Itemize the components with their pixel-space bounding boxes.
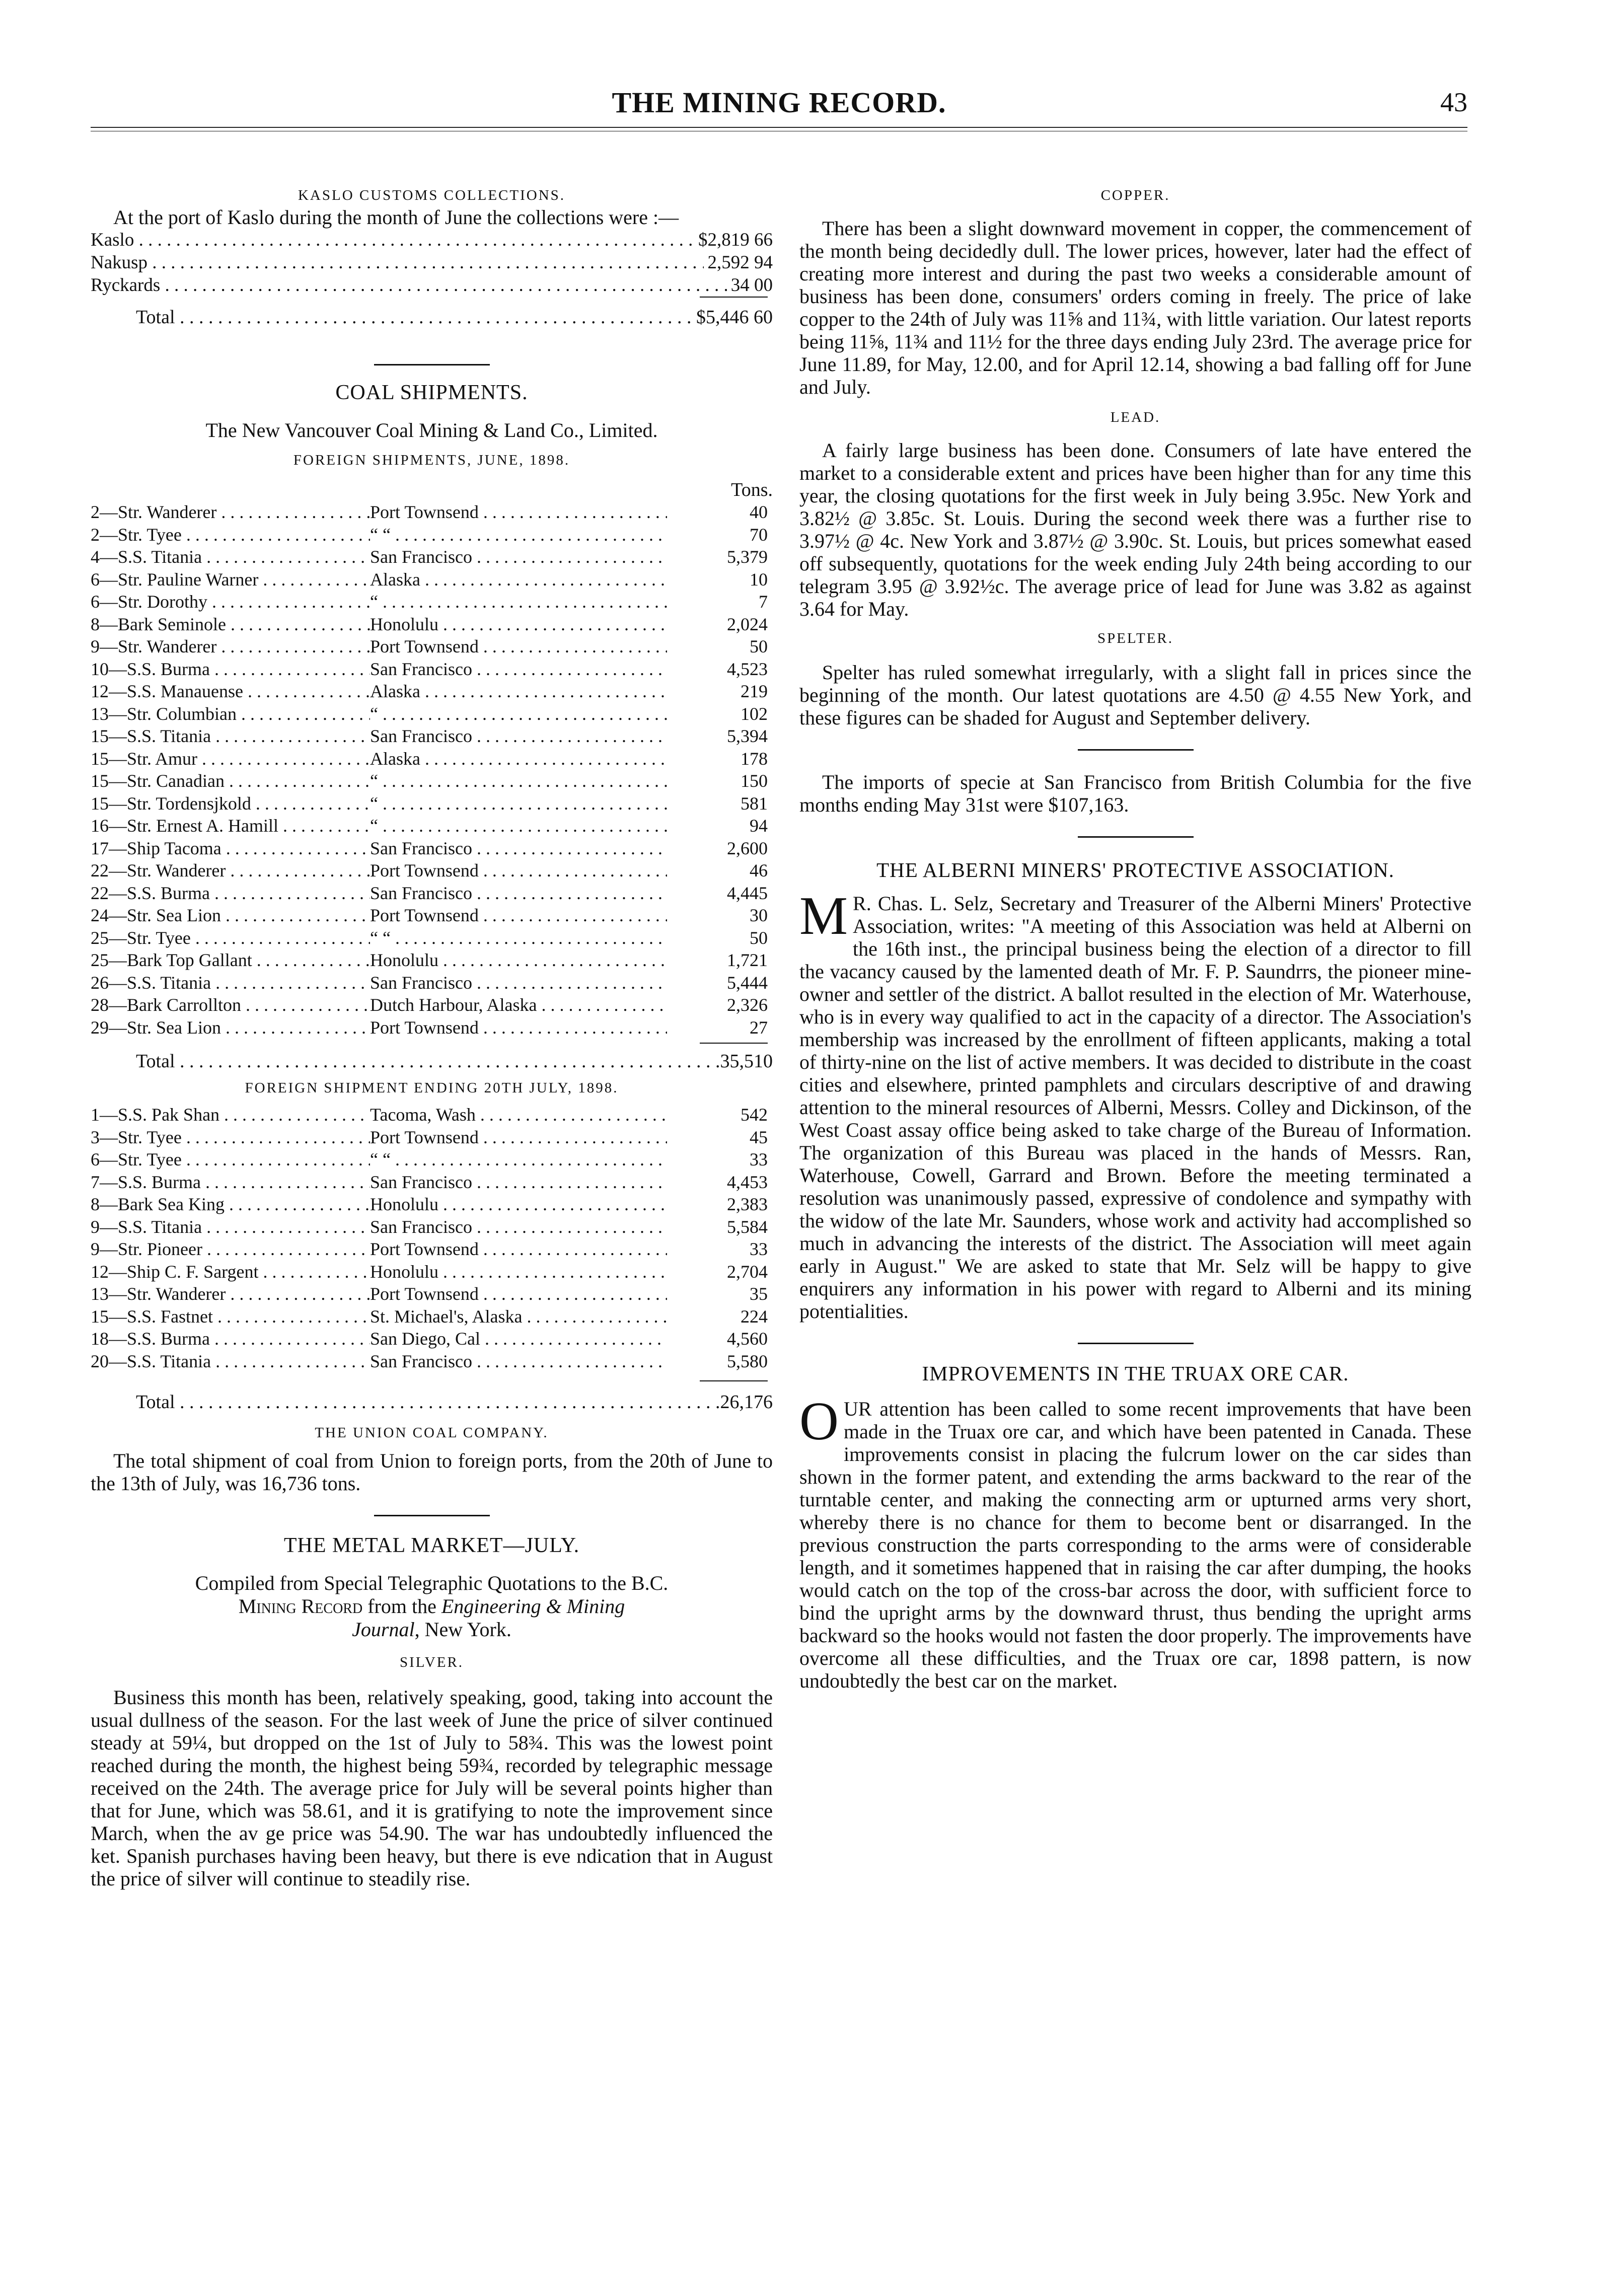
destination: “ “ . . .	[370, 927, 667, 949]
tons-value: 2,600	[727, 838, 768, 858]
page-number: 43	[1440, 87, 1467, 117]
vessel-name: 6—Str. Tyee . . .	[91, 1148, 370, 1171]
vessel-name: 8—Bark Sea King . . .	[91, 1193, 370, 1216]
vessel-name: 9—Str. Wanderer . . .	[91, 635, 370, 658]
shipment-row	[91, 1016, 773, 1039]
vessel-name: 15—Str. Canadian . . .	[91, 770, 370, 792]
tons-value: 2,024	[727, 614, 768, 634]
coal-company: The New Vancouver Coal Mining & Land Co., Limited.	[205, 419, 658, 442]
destination: Port Townsend . . .	[370, 501, 667, 524]
vessel-name: 7—S.S. Burma . . .	[91, 1171, 370, 1194]
vessel-name: 4—S.S. Titania . . .	[91, 546, 370, 568]
vessel-name: 17—Ship Tacoma . . .	[91, 837, 370, 860]
destination: “ . . .	[370, 792, 667, 815]
shipment-row	[91, 1305, 773, 1328]
shipment-row	[91, 1171, 773, 1194]
spelter-heading: SPELTER.	[1097, 630, 1174, 646]
tons-value: 50	[750, 927, 768, 948]
vessel-name: 13—Str. Wanderer . . .	[91, 1283, 370, 1305]
union-text: The total shipment of coal from Union to foreign ports, from the 20th of June to the 13th of July, was 16,736 tons.	[91, 1449, 773, 1495]
vessel-name: 22—S.S. Burma . . .	[91, 882, 370, 905]
copper-heading: COPPER.	[1100, 187, 1170, 203]
vessel-name: 8—Bark Seminole . . .	[91, 613, 370, 636]
destination: Honolulu . . .	[370, 613, 667, 636]
destination: San Francisco . . .	[370, 725, 667, 748]
tons-value: 102	[741, 703, 768, 724]
vessel-name: 10—S.S. Burma . . .	[91, 658, 370, 681]
kaslo-total: Total . . . $5,446 60	[91, 306, 773, 329]
shipment-row	[91, 1261, 773, 1283]
tons-value: 542	[741, 1105, 768, 1125]
shipment-row	[91, 613, 773, 636]
shipment-row	[91, 882, 773, 905]
shipment-row	[91, 837, 773, 860]
vessel-name: 24—Str. Sea Lion . . .	[91, 904, 370, 927]
tons-value: 45	[750, 1127, 768, 1147]
vessel-name: 12—S.S. Manauense . . .	[91, 680, 370, 703]
shipment-row	[91, 635, 773, 658]
shipment-row	[91, 1216, 773, 1238]
vessel-name: 29—Str. Sea Lion . . .	[91, 1016, 370, 1039]
specie-text: The imports of specie at San Francisco from British Columbia for the five months ending May 31st were $107,163.	[799, 771, 1471, 816]
tons-value: 224	[741, 1306, 768, 1327]
vessel-name: 28—Bark Carrollton . . .	[91, 994, 370, 1016]
page-header	[91, 81, 1467, 136]
destination: San Francisco . . .	[370, 1216, 667, 1238]
tons-value: 5,584	[727, 1216, 768, 1237]
union-heading: THE UNION COAL COMPANY.	[315, 1425, 549, 1441]
destination: Tacoma, Wash . . .	[370, 1104, 667, 1126]
spelter-text: Spelter has ruled somewhat irregularly, with a slight fall in prices since the beginning of the month. Our latest quotations are 4.50 @ 4.55 New York, and these figures can be shaded for August and September delivery.	[799, 661, 1471, 729]
silver-text: Business this month has been, relatively speaking, good, taking into account the usual dullness of the season. For the last week of June the price of silver continued steady at 59¼, but dropped on the 1st of July to 58¾. This was the lowest point reached during the month, the highest being 59¾, recorded by telegraphic message received on the 24th. The average price for July will be several points higher than that for June, which was 58.61, and it is gratifying to note the improvement since March, when the av ge price was 54.90. The war has undoubtedly influenced the ket. Spanish purchases having been heavy, but there is eve ndication that in August the price of silver will continue to steadily rise.	[91, 1686, 773, 1890]
right-column	[799, 181, 1471, 1692]
tons-value: 33	[750, 1239, 768, 1259]
destination: Port Townsend . . .	[370, 1016, 667, 1039]
truax-text: OUR attention has been called to some recent improvements that have been made in the Truax ore car, and which have been patented in Canada. These improvements consist in placing the fulcrum lower on the car sides than shown in the former patent, and extending the arms backward to the rear of the turntable center, and making the connecting arm or upturned arms very short, whereby there is no chance for them to become bent or disarranged. In the previous construction the parts corresponding to the arms were of considerable length, and it sometimes happened that in raising the car after dumping, the hooks would catch on the top of the cross-bar across the door, with sufficient force to bind the upright arms by the downward thrust, thus bending the upright arms backward so the hooks would not fasten the door properly. The improvements have overcome all these difficulties, and the Truax ore car, 1898 pattern, is now undoubtedly the best car on the market.	[799, 1391, 1471, 1692]
shipment-row	[91, 792, 773, 815]
tons-value: 1,721	[727, 950, 768, 970]
destination: Alaska . . .	[370, 680, 667, 703]
shipment-row	[91, 927, 773, 949]
destination: Port Townsend . . .	[370, 1283, 667, 1305]
tons-value: 219	[741, 681, 768, 701]
copper-text: There has been a slight downward movement in copper, the commencement of the month being decidedly dull. The lower prices, however, later had the effect of creating more interest and during the past two weeks a considerable amount of business has been done, consumers' orders coming in freely. The price of lake copper to the 24th of July was 11⅝ and 11¾, with little variation. Our latest reports being 11⅝, 11¾ and 11½ for the three days ending July 23rd. The average price for June 11.89, for May, 12.00, and for April 12.14, showing a bad falling off for June and July.	[799, 217, 1471, 398]
tons-value: 2,704	[727, 1261, 768, 1282]
shipment-row	[91, 815, 773, 837]
tons-value: 10	[750, 569, 768, 590]
vessel-name: 15—Str. Tordensjkold . . .	[91, 792, 370, 815]
destination: Port Townsend . . .	[370, 635, 667, 658]
tons-value: 4,453	[727, 1171, 768, 1192]
truax-heading: IMPROVEMENTS IN THE TRUAX ORE CAR.	[922, 1362, 1349, 1385]
destination: San Francisco . . .	[370, 658, 667, 681]
kaslo-heading: KASLO CUSTOMS COLLECTIONS.	[298, 187, 566, 203]
vessel-name: 25—Bark Top Gallant . . .	[91, 949, 370, 972]
shipment-row	[91, 1283, 773, 1305]
shipment-row	[91, 1350, 773, 1373]
shipment-row	[91, 703, 773, 725]
shipment-row	[91, 591, 773, 613]
drop-cap: M	[799, 886, 848, 946]
destination: Honolulu . . .	[370, 949, 667, 972]
vessel-name: 6—Str. Dorothy . . .	[91, 591, 370, 613]
vessel-name: 2—Str. Wanderer . . .	[91, 501, 370, 524]
destination: San Diego, Cal . . .	[370, 1328, 667, 1350]
vessel-name: 22—Str. Wanderer . . .	[91, 859, 370, 882]
left-column	[91, 181, 773, 1890]
shipment-row	[91, 904, 773, 927]
kaslo-intro: At the port of Kaslo during the month of June the collections were :—	[113, 206, 679, 229]
tons-value: 4,445	[727, 883, 768, 903]
tons-value: 5,444	[727, 972, 768, 993]
tons-value: 40	[750, 502, 768, 522]
vessel-name: 6—Str. Pauline Warner . . .	[91, 568, 370, 591]
kaslo-list	[91, 229, 773, 297]
vessel-name: 25—Str. Tyee . . .	[91, 927, 370, 949]
shipment-row	[91, 972, 773, 994]
destination: Port Townsend . . .	[370, 1238, 667, 1261]
vessel-name: 1—S.S. Pak Shan . . .	[91, 1104, 370, 1126]
header-rule	[91, 127, 1467, 128]
tons-value: 30	[750, 905, 768, 925]
july-total: Total . . . 26,176	[91, 1390, 773, 1414]
vessel-name: 15—S.S. Fastnet . . .	[91, 1305, 370, 1328]
tons-value: 94	[750, 816, 768, 836]
tons-value: 7	[759, 592, 768, 612]
tons-label: Tons.	[731, 479, 773, 500]
shipment-row	[91, 658, 773, 681]
tons-value: 5,580	[727, 1351, 768, 1371]
shipment-row	[91, 1104, 773, 1126]
destination: “ . . .	[370, 703, 667, 725]
vessel-name: 13—Str. Columbian . . .	[91, 703, 370, 725]
shipment-row	[91, 546, 773, 568]
june-shipments-heading: FOREIGN SHIPMENTS, JUNE, 1898.	[293, 452, 570, 468]
destination: “ “ . . .	[370, 1148, 667, 1171]
tons-value: 5,379	[727, 547, 768, 567]
shipment-row	[91, 1193, 773, 1216]
destination: “ . . .	[370, 591, 667, 613]
shipment-row	[91, 725, 773, 748]
shipment-row	[91, 568, 773, 591]
destination: San Francisco . . .	[370, 1171, 667, 1194]
destination: San Francisco . . .	[370, 972, 667, 994]
tons-value: 50	[750, 636, 768, 656]
tons-value: 33	[750, 1149, 768, 1169]
tons-value: 70	[750, 524, 768, 545]
shipment-row	[91, 524, 773, 546]
destination: San Francisco . . .	[370, 837, 667, 860]
shipment-row	[91, 859, 773, 882]
shipment-row	[91, 949, 773, 972]
vessel-name: 26—S.S. Titania . . .	[91, 972, 370, 994]
shipment-row	[91, 994, 773, 1016]
destination: Dutch Harbour, Alaska . . .	[370, 994, 667, 1016]
tons-value: 150	[741, 771, 768, 791]
tons-value: 4,560	[727, 1329, 768, 1349]
vessel-name: 3—Str. Tyee . . .	[91, 1126, 370, 1149]
destination: San Francisco . . .	[370, 1350, 667, 1373]
destination: “ . . .	[370, 815, 667, 837]
tons-value: 35	[750, 1284, 768, 1304]
shipment-row	[91, 770, 773, 792]
kaslo-row: Ryckards . . . 34 00	[91, 274, 773, 297]
vessel-name: 12—Ship C. F. Sargent . . .	[91, 1261, 370, 1283]
silver-heading: SILVER.	[399, 1654, 464, 1670]
lead-heading: LEAD.	[1110, 409, 1161, 425]
destination: Honolulu . . .	[370, 1193, 667, 1216]
vessel-name: 15—S.S. Titania . . .	[91, 725, 370, 748]
tons-value: 46	[750, 860, 768, 881]
destination: Port Townsend . . .	[370, 859, 667, 882]
alberni-heading: THE ALBERNI MINERS' PROTECTIVE ASSOCIATION.	[876, 858, 1394, 882]
july-shipments-heading: FOREIGN SHIPMENT ENDING 20TH JULY, 1898.	[245, 1080, 619, 1096]
vessel-name: 9—S.S. Titania . . .	[91, 1216, 370, 1238]
vessel-name: 20—S.S. Titania . . .	[91, 1350, 370, 1373]
lead-text: A fairly large business has been done. Consumers of late have entered the market to a considerable extent and prices have been higher than for any time this year, the closing quotations for the first week in July being 3.95c. New York and 3.82½ @ 3.85c. St. Louis. During the second week there was a further rise to 3.97½ @ 4c. New York and 3.87½ @ 3.90c. St. Louis, but prices somewhat eased off subsequently, quotations for the week ending July 24th being according to our telegram 3.95 @ 3.92½c. The average price of lead for June was 3.82 as against 3.64 for May.	[799, 439, 1471, 620]
shipment-row	[91, 1328, 773, 1350]
vessel-name: 16—Str. Ernest A. Hamill . . .	[91, 815, 370, 837]
destination: “ . . .	[370, 770, 667, 792]
tons-value: 2,326	[727, 995, 768, 1015]
kaslo-row: Nakusp . . . 2,592 94	[91, 251, 773, 274]
metal-compiled-note: Compiled from Special Telegraphic Quotations to the B.C. Mining Record from the Engineering & Mining Journal, New York.	[195, 1572, 669, 1641]
destination: Alaska . . .	[370, 568, 667, 591]
shipment-row	[91, 680, 773, 703]
destination: Port Townsend . . .	[370, 904, 667, 927]
alberni-text: M R. Chas. L. Selz, Secretary and Treasurer of the Alberni Miners' Protective Association, writes: "A meeting of this Association was held at Alberni on the 16th inst., the principal business being the election of a director to fill the vacancy caused by the lamented death of Mr. F. P. Saundrrs, the pioneer mine-owner and settler of the district. A ballot resulted in the election of Mr. Waterhouse, who is in every way qualified to act in the capacity of a director. The Association's membership was increased by the enrollment of fifteen applicants, making a total of thirty-nine on the list of active members. It was decided to distribute in the coast cities and elsewhere, printed pamphlets and circulars descriptive of and drawing attention to the mineral resources of Alberni, Messrs. Colley and Dickinson, of the West Coast assay office being asked to take charge of the Bureau of Information. The organization of this Bureau was placed in the hands of Messrs. Ran, Waterhouse, Cowell, Garrard and Brown. Before the meeting terminated a resolution was unanimously passed, expressive of condolence and sympathy with the widow of the late Mr. Saunders, whose work and activity had accomplished so much in advancing the interests of the district. The Association will meet again early in August." We are asked to state that Mr. Selz will be happy to give enquirers any information in his power with regard to Alberni and its mining potentialities.	[799, 886, 1471, 1323]
destination: Alaska . . .	[370, 748, 667, 770]
destination: San Francisco . . .	[370, 882, 667, 905]
june-shipments-list	[91, 501, 773, 1039]
july-shipments-list	[91, 1104, 773, 1372]
destination: Honolulu . . .	[370, 1261, 667, 1283]
tons-value: 4,523	[727, 658, 768, 679]
coal-heading: COAL SHIPMENTS.	[335, 381, 528, 404]
vessel-name: 2—Str. Tyee . . .	[91, 524, 370, 546]
drop-cap: O	[799, 1391, 839, 1451]
publication-title: THE MINING RECORD.	[612, 86, 946, 119]
vessel-name: 15—Str. Amur . . .	[91, 748, 370, 770]
shipment-row	[91, 1148, 773, 1171]
kaslo-row: Kaslo . . . $2,819 66	[91, 229, 773, 251]
tons-value: 5,394	[727, 726, 768, 746]
vessel-name: 18—S.S. Burma . . .	[91, 1328, 370, 1350]
shipment-row	[91, 501, 773, 524]
shipment-row	[91, 1238, 773, 1261]
destination: San Francisco . . .	[370, 546, 667, 568]
destination: St. Michael's, Alaska . . .	[370, 1305, 667, 1328]
tons-value: 581	[741, 793, 768, 814]
destination: Port Townsend . . .	[370, 1126, 667, 1149]
tons-value: 27	[750, 1017, 768, 1038]
destination: “ “ . . .	[370, 524, 667, 546]
vessel-name: 9—Str. Pioneer . . .	[91, 1238, 370, 1261]
metal-market-heading: THE METAL MARKET—JULY.	[283, 1534, 580, 1557]
tons-value: 2,383	[727, 1194, 768, 1214]
shipment-row	[91, 1126, 773, 1149]
june-total: Total . . . 35,510	[91, 1050, 773, 1073]
tons-value: 178	[741, 748, 768, 769]
shipment-row	[91, 748, 773, 770]
